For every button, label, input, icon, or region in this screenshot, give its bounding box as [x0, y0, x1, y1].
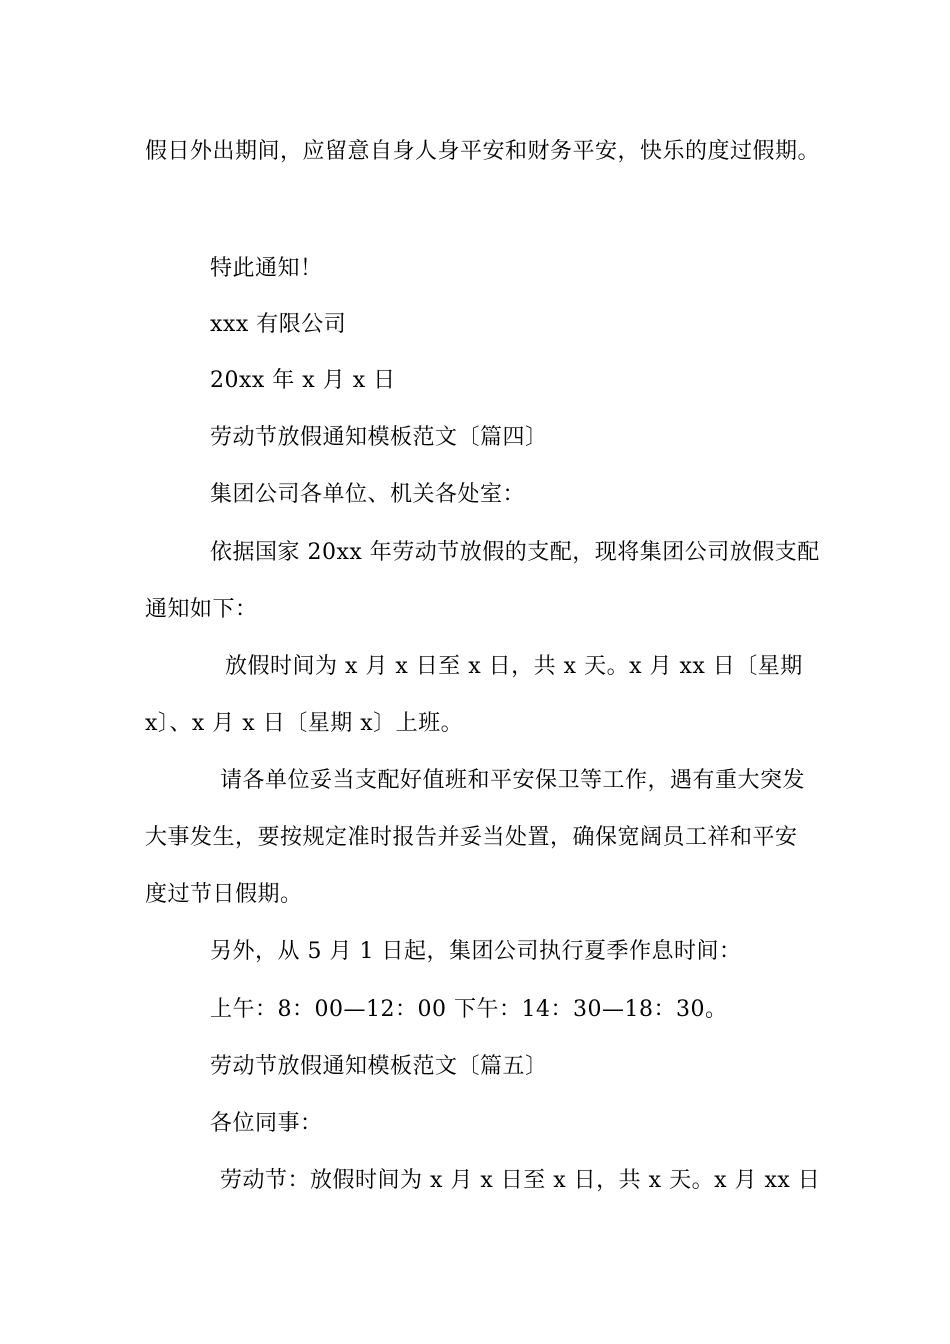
section-title: 劳动节放假通知模板范文〔篇五〕 — [210, 1054, 548, 1079]
company-name: xxx 有限公司 — [210, 312, 347, 337]
date-line: 20xx 年 x 月 x 日 — [210, 368, 396, 393]
paragraph-line: 劳动节：放假时间为 x 月 x 日至 x 日，共 x 天。x 月 xx 日 — [220, 1168, 821, 1193]
paragraph-line: 放假时间为 x 月 x 日至 x 日，共 x 天。x 月 xx 日〔星期 — [225, 654, 803, 679]
paragraph-line: 通知如下： — [145, 597, 258, 622]
schedule-line: 上午：8：00—12：00 下午：14：30—18：30。 — [210, 997, 728, 1022]
paragraph-line: 假日外出期间，应留意自身人身平安和财务平安，快乐的度过假期。 — [145, 139, 821, 164]
paragraph-line: 请各单位妥当支配好值班和平安保卫等工作，遇有重大突发 — [220, 768, 806, 793]
paragraph-line: 大事发生，要按规定准时报告并妥当处置，确保宽阔员工祥和平安 — [145, 825, 798, 850]
salutation: 各位同事： — [210, 1111, 323, 1136]
paragraph-line: 依据国家 20xx 年劳动节放假的支配，现将集团公司放假支配 — [210, 540, 820, 565]
salutation: 集团公司各单位、机关各处室： — [210, 482, 526, 507]
paragraph-line: 另外，从 5 月 1 日起，集团公司执行夏季作息时间： — [210, 939, 742, 964]
closing-notice: 特此通知！ — [210, 256, 323, 281]
paragraph-line: x〕、x 月 x 日〔星期 x〕上班。 — [145, 711, 464, 736]
paragraph-line: 度过节日假期。 — [145, 882, 303, 907]
section-title: 劳动节放假通知模板范文〔篇四〕 — [210, 425, 548, 450]
